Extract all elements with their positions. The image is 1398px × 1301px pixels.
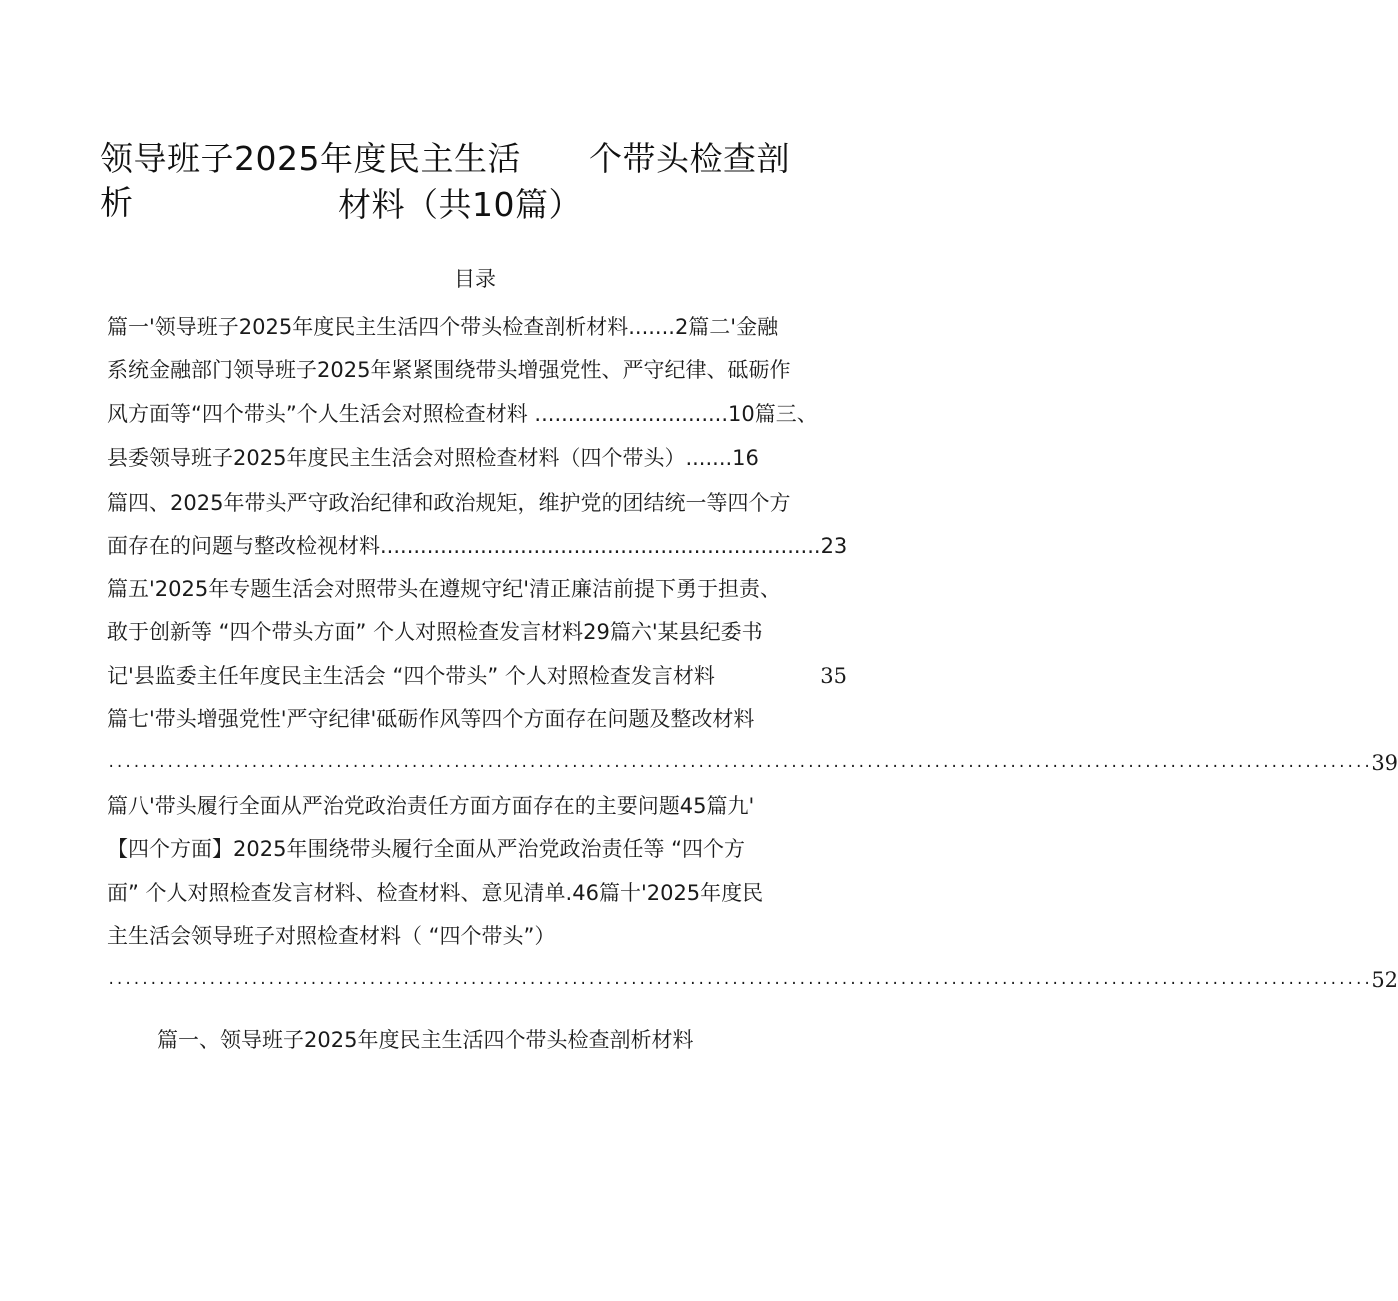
title-part-1: 领导班子2025年度民主生活 xyxy=(100,139,521,178)
toc-line: 主生活会领导班子对照检查材料（ “四个带头”） xyxy=(107,924,556,948)
section-heading: 篇一、领导班子2025年度民主生活四个带头检查剖析材料 xyxy=(157,1028,694,1052)
toc-line-with-page xyxy=(107,661,847,691)
toc-line: 风方面等“四个带头”个人生活会对照检查材料 .............................10篇三、 xyxy=(107,402,818,426)
toc-line: 篇四、2025年带头严守政治纪律和政治规矩，维护党的团结统一等四个方 xyxy=(107,491,791,515)
toc-leader-line xyxy=(107,965,1398,995)
toc-page-number: 52 xyxy=(1371,968,1398,992)
toc-line: 面存在的问题与整改检视材料..................................................................23 xyxy=(107,534,848,558)
title-part-2: 个带头检查剖析 xyxy=(100,139,790,222)
toc-page-number: 39 xyxy=(1371,751,1398,775)
toc-page-number: 35 xyxy=(820,664,847,688)
toc-line: 【四个方面】2025年围绕带头履行全面从严治党政治责任等 “四个方 xyxy=(107,837,745,861)
toc-line: 篇一'领导班子2025年度民主生活四个带头检查剖析材料.......2篇二'金融 xyxy=(107,315,779,339)
document-title-line-2: 材料（共10篇） xyxy=(338,185,582,224)
toc-line: 系统金融部门领导班子2025年紧紧围绕带头增强党性、严守纪律、砥砺作 xyxy=(107,358,791,382)
toc-line: 县委领导班子2025年度民主生活会对照检查材料（四个带头）.......16 xyxy=(107,446,759,470)
toc-line: 敢于创新等 “四个带头方面” 个人对照检查发言材料29篇六'某县纪委书 xyxy=(107,620,763,644)
toc-leader-line xyxy=(107,748,1398,778)
leader-dots: ...................................................................................................................................................... xyxy=(107,755,1372,771)
toc-entry-text: 记'县监委主任年度民主生活会 “四个带头” 个人对照检查发言材料 xyxy=(107,664,715,688)
leader-dots: ...................................................................................................................................................... xyxy=(107,972,1372,988)
toc-line: 篇七'带头增强党性'严守纪律'砥砺作风等四个方面存在问题及整改材料 xyxy=(107,707,755,731)
toc-line: 篇五'2025年专题生活会对照带头在遵规守纪'清正廉洁前提下勇于担责、 xyxy=(107,577,781,601)
toc-heading: 目录 xyxy=(454,267,496,291)
toc-line: 篇八'带头履行全面从严治党政治责任方面方面存在的主要问题45篇九' xyxy=(107,794,755,818)
toc-line: 面” 个人对照检查发言材料、检查材料、意见清单.46篇十'2025年度民 xyxy=(107,881,764,905)
